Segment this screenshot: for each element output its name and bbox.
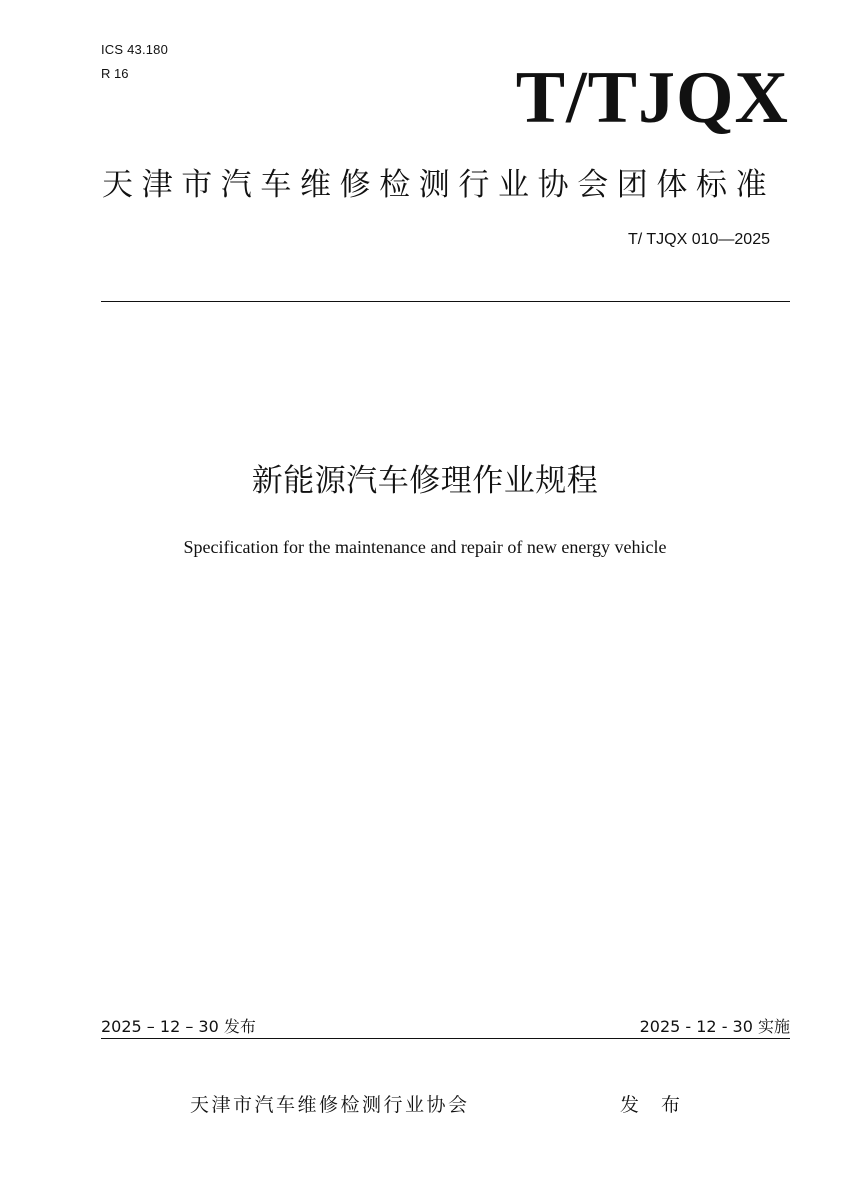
ccs-code: R 16 bbox=[101, 66, 129, 81]
publish-date: 2025 – 12 – 30 发布 bbox=[101, 1017, 256, 1036]
header-divider bbox=[101, 301, 790, 302]
footer-divider bbox=[101, 1038, 790, 1039]
publisher-name: 天津市汽车维修检测行业协会 bbox=[190, 1094, 470, 1116]
organization-standard-title: 天津市汽车维修检测行业协会团体标准 bbox=[102, 167, 776, 203]
chinese-title: 新能源汽车修理作业规程 bbox=[251, 463, 599, 499]
implementation-date: 2025 - 12 - 30 实施 bbox=[639, 1017, 790, 1036]
ics-code: ICS 43.180 bbox=[101, 42, 169, 57]
publish-label: 发 布 bbox=[620, 1094, 689, 1116]
english-title: Specification for the maintenance and repair of new energy vehicle bbox=[183, 537, 667, 557]
standard-number: T/ TJQX 010—2025 bbox=[628, 231, 770, 248]
standard-code-logo: T/TJQX bbox=[515, 57, 789, 139]
